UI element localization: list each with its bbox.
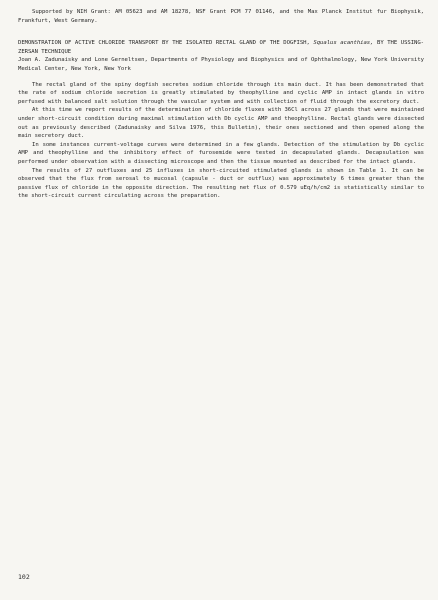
body-paragraph-1: The rectal gland of the spiny dogfish secretes sodium chloride through its main duct. It has been demonstrated that the rate of sodium chloride secretion is greatly stimulated by theophylline and cyclic AMP in intact glands in vitro perfused with balanced salt solution through the vascular system and with collection of fluid through the excretory duct.: [18, 81, 424, 105]
abstract-block: [18, 8, 424, 201]
abstract-title-main: DEMONSTRATION OF ACTIVE CHLORIDE TRANSPORT BY THE ISOLATED RECTAL GLAND OF THE DOGFISH,: [18, 40, 310, 47]
body-paragraph-3: In some instances current-voltage curves were determined in a few glands. Detection of the stimulation by Db cyclic AMP and theophylline and the inhibitory effect of furosemide were tested in decapsulated glands. Decapsulation was performed under observation with a dissecting microscope and then the tissue mounted as described for the intact glands.: [18, 141, 424, 165]
support-note: Supported by NIH Grant: AM 05623 and AM 18278, NSF Grant PCM 77 01146, and the Max Planck Institut fur Biophysik, Frankfurt, West Germany.: [18, 9, 424, 24]
author-affiliation: Joan A. Zadunaisky and Lone Gerneltsen, Departments of Physiology and Biophysics and of Ophthalmology, New York University Medical Center, New York, New York: [18, 57, 424, 72]
body-paragraph-4: The results of 27 outfluxes and 25 influxes in short-circuited stimulated glands is shown in Table 1. It can be observed that the flux from serosal to mucosal (capsule - duct or outflux) was approximately 6 times greater than the passive flux of chloride in the opposite direction. The resulting net flux of 0.579 uEq/h/cm2 is statistically similar to the short-circuit current circulating across the preparation.: [18, 167, 424, 200]
abstract-title-suffix: BY THE USSING-ZERSAN TECHNIQUE: [18, 40, 424, 55]
abstract-title-species: Squalus acanthias,: [313, 40, 374, 47]
abstract-title: [18, 39, 424, 56]
body-paragraph-2: At this time we report results of the determination of chloride fluxes with 36Cl across 27 glands that were maintained under short-circuit condition during maximal stimulation with Db cyclic AMP and theophylline. Rectal glands were dissected out as previously described (Zadunaisky and Silva 1976, this Bulletin), their ones sectioned and then opened along the main secretory duct.: [18, 107, 424, 140]
page-number: 102: [18, 573, 30, 581]
